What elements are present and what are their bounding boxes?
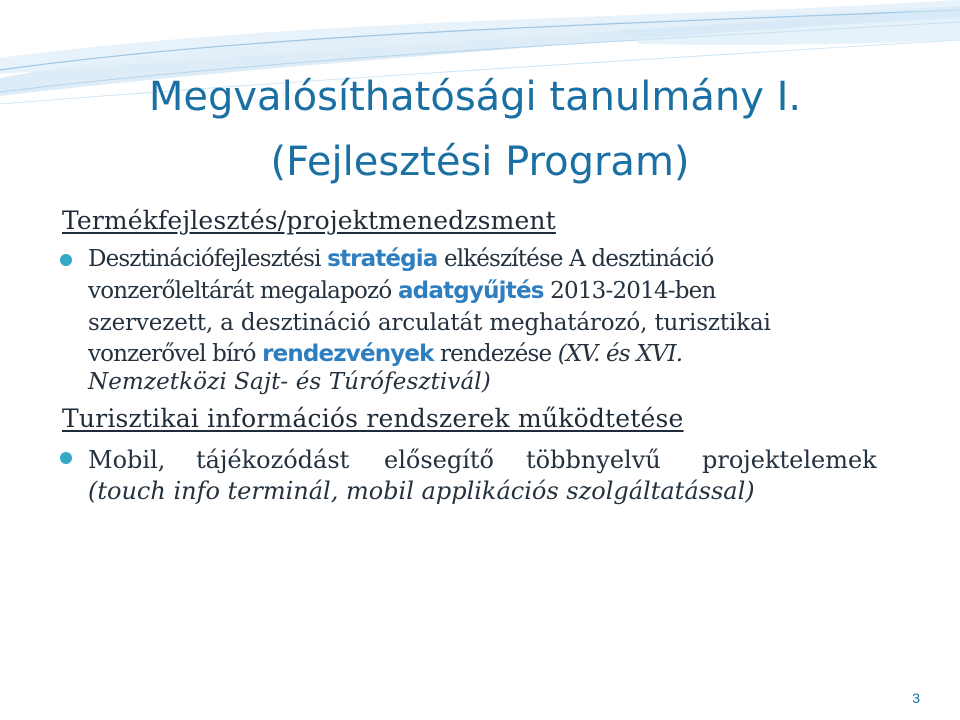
body-line: szervezett, a desztináció arculatát meghatározó, turisztikai [88,310,771,336]
bullet-dot-icon [60,254,72,266]
keyword-strategia: stratégia [327,246,438,272]
body-line: Desztinációfejlesztési stratégia elkészítése A desztináció [88,246,714,272]
keyword-rendezvenyek: rendezvények [262,341,434,367]
section-heading-tourist-info-systems: Turisztikai információs rendszerek működtetése [62,404,684,433]
festival-name: Nemzetközi Sajt- és Túrófesztivál) [88,369,491,395]
word: Mobil, [88,446,166,474]
slide-title-line-2: (Fejlesztési Program) [270,139,690,185]
touch-info-detail: (touch info terminál, mobil applikációs szolgáltatással) [88,477,755,505]
section-heading-product-development: Termékfejlesztés/projektmenedzsment [62,206,556,235]
slide-title-line-1: Megvalósíthatósági tanulmány I. [148,74,802,120]
word: elősegítő [384,446,494,474]
bullet-dot-icon [60,452,72,464]
body-line: vonzerőleltárát megalapozó adatgyűjtés 2013-2014-ben [88,278,716,304]
word: tájékozódást [196,446,350,474]
festival-reference: (XV. és XVI. [557,341,683,367]
body-line: vonzerővel bíró rendezvények rendezése (XV. és XVI. [88,341,683,367]
keyword-adatgyujtes: adatgyűjtés [397,278,544,304]
word: többnyelvű [526,446,661,474]
word: projektelemek [702,446,877,474]
page-number: 3 [912,690,920,706]
